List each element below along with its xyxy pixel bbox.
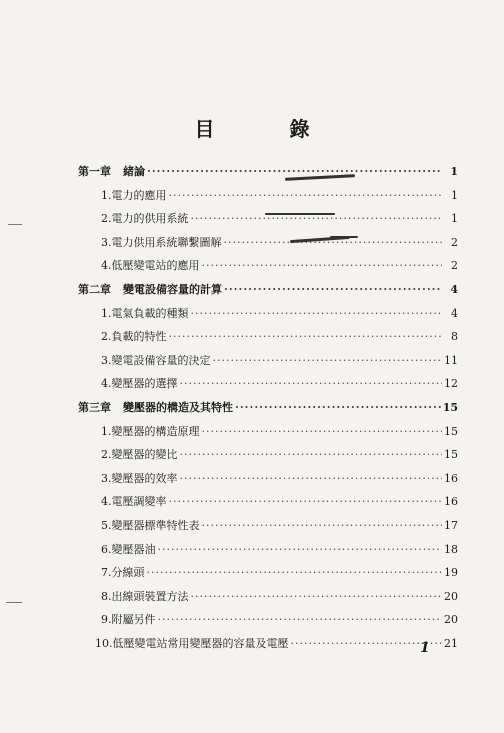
section-number: 5. xyxy=(101,518,112,532)
chapter-number: 第三章 xyxy=(78,400,111,414)
chapter-number: 第二章 xyxy=(78,282,111,296)
margin-mark xyxy=(8,224,22,225)
section-number: 1. xyxy=(101,188,112,202)
toc-section-row xyxy=(78,328,458,352)
toc-section-row xyxy=(78,611,458,635)
section-title: 電氣負載的種類 xyxy=(111,306,189,320)
section-title: 變電設備容量的決定 xyxy=(111,353,211,367)
section-number: 2. xyxy=(101,330,112,344)
dot-leader xyxy=(202,519,443,532)
toc-section-row xyxy=(78,257,458,281)
dot-leader xyxy=(147,165,442,178)
section-number: 3. xyxy=(101,353,112,367)
toc-entry-label xyxy=(101,588,189,604)
section-title: 低壓變電站常用變壓器的容量及電壓 xyxy=(112,636,289,650)
section-number: 6. xyxy=(101,542,112,556)
page-reference: 16 xyxy=(444,471,458,485)
section-number: 1. xyxy=(101,424,112,438)
section-number: 8. xyxy=(101,589,112,603)
section-number: 9. xyxy=(101,613,112,627)
dot-leader xyxy=(169,189,443,202)
dot-leader xyxy=(235,401,441,414)
toc-section-row xyxy=(78,187,458,211)
section-title: 電壓調變率 xyxy=(111,495,167,509)
page-reference: 11 xyxy=(444,353,458,367)
section-number: 1. xyxy=(101,306,112,320)
section-number: 4. xyxy=(101,495,112,509)
dot-leader xyxy=(191,590,443,603)
toc-entry-label xyxy=(101,305,189,321)
dot-leader xyxy=(158,543,443,556)
toc-entry-label xyxy=(101,210,189,226)
dot-leader xyxy=(158,613,443,626)
page-reference: 4 xyxy=(451,306,458,320)
toc-section-row xyxy=(78,423,458,447)
page-number: 1 xyxy=(420,640,430,656)
page-reference: 19 xyxy=(444,566,458,580)
page-reference: 1 xyxy=(451,188,458,202)
scan-smudge xyxy=(265,213,335,215)
page-reference: 8 xyxy=(451,330,458,344)
toc-entry-label xyxy=(101,493,167,509)
toc-entry-label xyxy=(78,281,222,297)
dot-leader xyxy=(191,307,443,320)
page-reference: 1 xyxy=(451,212,458,226)
toc-entry-label xyxy=(101,187,167,203)
margin-mark xyxy=(6,602,22,603)
page-reference: 15 xyxy=(442,400,458,414)
section-title: 變壓器的構造原理 xyxy=(111,424,200,438)
toc-entry-label xyxy=(101,257,200,273)
section-title: 電力的供用系統 xyxy=(111,212,189,226)
section-number: 2. xyxy=(101,212,112,226)
toc-section-row xyxy=(78,517,458,541)
scan-smudge xyxy=(330,236,358,238)
page-reference: 4 xyxy=(450,282,458,296)
section-title: 變壓器的變比 xyxy=(111,448,178,462)
page-reference: 21 xyxy=(444,636,458,650)
toc-entry-label xyxy=(101,564,145,580)
toc-entry-label xyxy=(101,352,211,368)
chapter-title: 變壓器的構造及其特性 xyxy=(123,400,233,414)
toc-section-row xyxy=(78,470,458,494)
page-reference: 15 xyxy=(444,448,458,462)
toc-section-row xyxy=(78,588,458,612)
dot-leader xyxy=(202,425,443,438)
toc-entry-label xyxy=(78,163,145,179)
section-title: 變壓器的選擇 xyxy=(111,377,178,391)
toc-entry-label xyxy=(101,541,156,557)
page-reference: 17 xyxy=(444,518,458,532)
dot-leader xyxy=(169,330,443,343)
toc-entry-label xyxy=(101,423,200,439)
toc-chapter-row xyxy=(78,399,458,423)
dot-leader xyxy=(202,259,443,272)
dot-leader xyxy=(169,495,443,508)
table-of-contents xyxy=(78,163,458,658)
toc-section-row xyxy=(78,564,458,588)
toc-chapter-row xyxy=(78,281,458,305)
toc-entry-label xyxy=(95,635,289,651)
toc-entry-label xyxy=(78,399,233,415)
toc-section-row xyxy=(78,541,458,565)
section-number: 3. xyxy=(101,471,112,485)
toc-section-row xyxy=(78,635,458,659)
dot-leader xyxy=(147,566,443,579)
section-number: 3. xyxy=(101,235,112,249)
page-reference: 20 xyxy=(444,589,458,603)
page-reference: 2 xyxy=(451,259,458,273)
section-title: 變壓器油 xyxy=(111,542,156,556)
dot-leader xyxy=(213,354,443,367)
page-reference: 1 xyxy=(450,165,458,178)
toc-entry-label xyxy=(101,234,222,250)
page-reference: 18 xyxy=(444,542,458,556)
page-reference: 20 xyxy=(444,613,458,627)
toc-section-row xyxy=(78,234,458,258)
toc-entry-label xyxy=(101,446,178,462)
section-title: 電力的應用 xyxy=(111,188,167,202)
section-title: 分線頭 xyxy=(111,566,145,580)
section-title: 電力供用系統聯繫圖解 xyxy=(111,235,222,249)
toc-entry-label xyxy=(101,470,178,486)
dot-leader xyxy=(180,448,443,461)
dot-leader xyxy=(224,283,442,296)
page-reference: 16 xyxy=(444,495,458,509)
page-reference: 15 xyxy=(444,424,458,438)
section-title: 變壓器標準特性表 xyxy=(111,518,200,532)
toc-chapter-row xyxy=(78,163,458,187)
toc-section-row xyxy=(78,305,458,329)
section-number: 10. xyxy=(95,636,113,650)
section-number: 4. xyxy=(101,259,112,273)
chapter-title: 緒論 xyxy=(123,165,145,178)
section-title: 出線頭裝置方法 xyxy=(111,589,189,603)
toc-section-row xyxy=(78,493,458,517)
section-number: 2. xyxy=(101,448,112,462)
section-title: 附屬另件 xyxy=(111,613,156,627)
toc-entry-label xyxy=(101,375,178,391)
section-title: 低壓變電站的應用 xyxy=(111,259,200,273)
chapter-number: 第一章 xyxy=(78,165,111,178)
dot-leader xyxy=(180,472,443,485)
page-reference: 12 xyxy=(444,377,458,391)
toc-section-row xyxy=(78,446,458,470)
section-title: 負載的特性 xyxy=(111,330,167,344)
page-title: 目 錄 xyxy=(194,117,344,141)
toc-entry-label xyxy=(101,328,167,344)
section-number: 7. xyxy=(101,566,112,580)
section-title: 變壓器的效率 xyxy=(111,471,178,485)
toc-entry-label xyxy=(101,611,156,627)
chapter-title: 變電設備容量的計算 xyxy=(123,282,222,296)
toc-section-row xyxy=(78,352,458,376)
page-reference: 2 xyxy=(451,235,458,249)
dot-leader xyxy=(180,377,443,390)
toc-section-row xyxy=(78,375,458,399)
toc-entry-label xyxy=(101,517,200,533)
section-number: 4. xyxy=(101,377,112,391)
